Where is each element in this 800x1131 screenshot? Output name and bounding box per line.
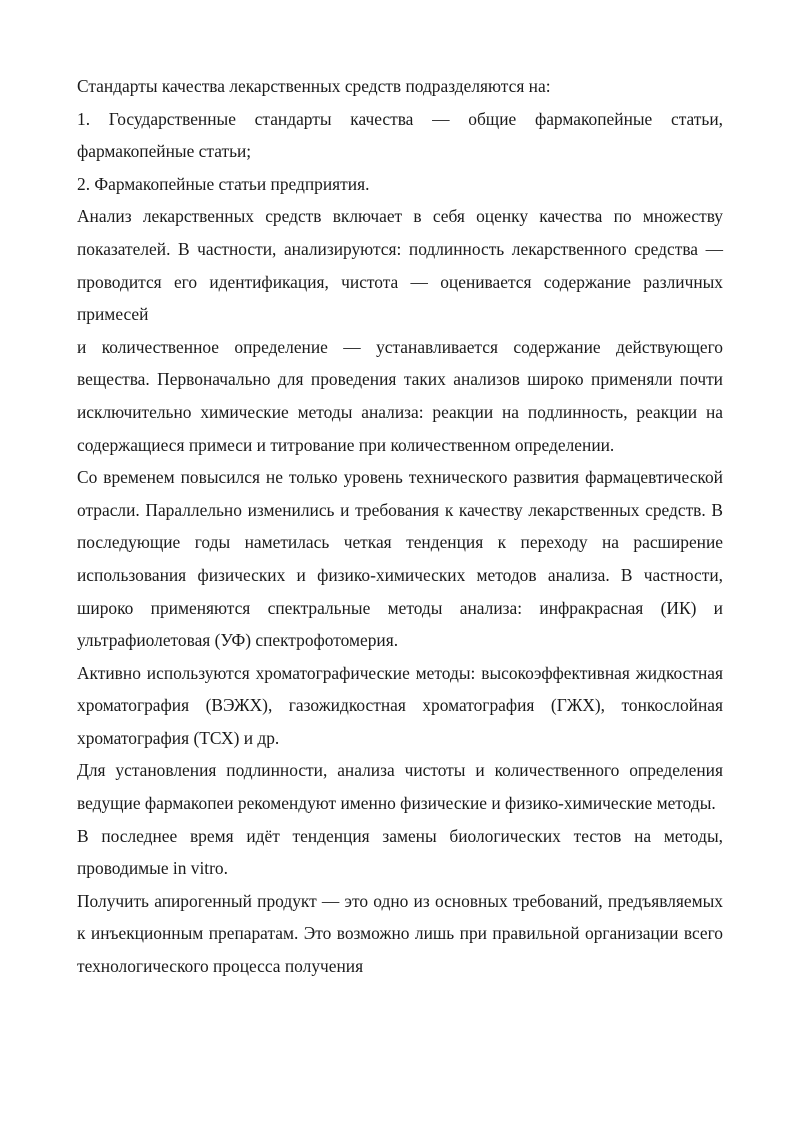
paragraph-pharmacopoeia: Для установления подлинности, анализа чистоты и количественного определения ведущие фармакопеи рекомендуют именно физические и физико-химические методы. [77,760,723,814]
paragraph-intro: Стандарты качества лекарственных средств подразделяются на: [77,76,551,96]
list-item-state-standards: 1. Государственные стандарты качества — общие фармакопейные статьи, фармакопейные статьи; [77,108,723,162]
paragraph-in-vitro: В последнее время идёт тенденция замены биологических тестов на методы, проводимые in vitro. [77,825,723,879]
paragraph-over-time: Со временем повысился не только уровень технического развития фармацевтической отрасли. Параллельно изменились и требования к качеству лекарственных средств. В последующие годы наметилась четкая тенденция к переходу на расширение использования физических и физико-химических методов анализа. В частности, широко применяются спектральные методы анализа: инфракрасная (ИК) и ультрафиолетовая (УФ) спектрофотомерия. [77,467,723,651]
paragraph-chromatography: Активно используются хроматографические методы: высокоэффективная жидкостная хроматография (ВЭЖХ), газожидкостная хроматография (ГЖХ), тонкослойная хроматография (ТСХ) и др. [77,662,723,748]
paragraph-quantitative: и количественное определение — устанавливается содержание действующего вещества. Первоначально для проведения таких анализов широко применяли почти исключительно химические методы анализа: реакции на подлинность, реакции на содержащиеся примеси и титрование при количественном определении. [77,336,723,455]
list-item-enterprise-articles: 2. Фармакопейные статьи предприятия. [77,173,370,194]
document-body [77,70,723,983]
paragraph-apyrogenic: Получить апирогенный продукт — это одно из основных требований, предъявляемых к инъекционным препаратам. Это возможно лишь при правильной организации всего технологического процесса получения [77,890,723,977]
paragraph-analysis: Анализ лекарственных средств включает в себя оценку качества по множеству показателей. В частности, анализируются: подлинность лекарственного средства — проводится его идентификация, чистота — оценивается содержание различных примесей [77,206,723,325]
